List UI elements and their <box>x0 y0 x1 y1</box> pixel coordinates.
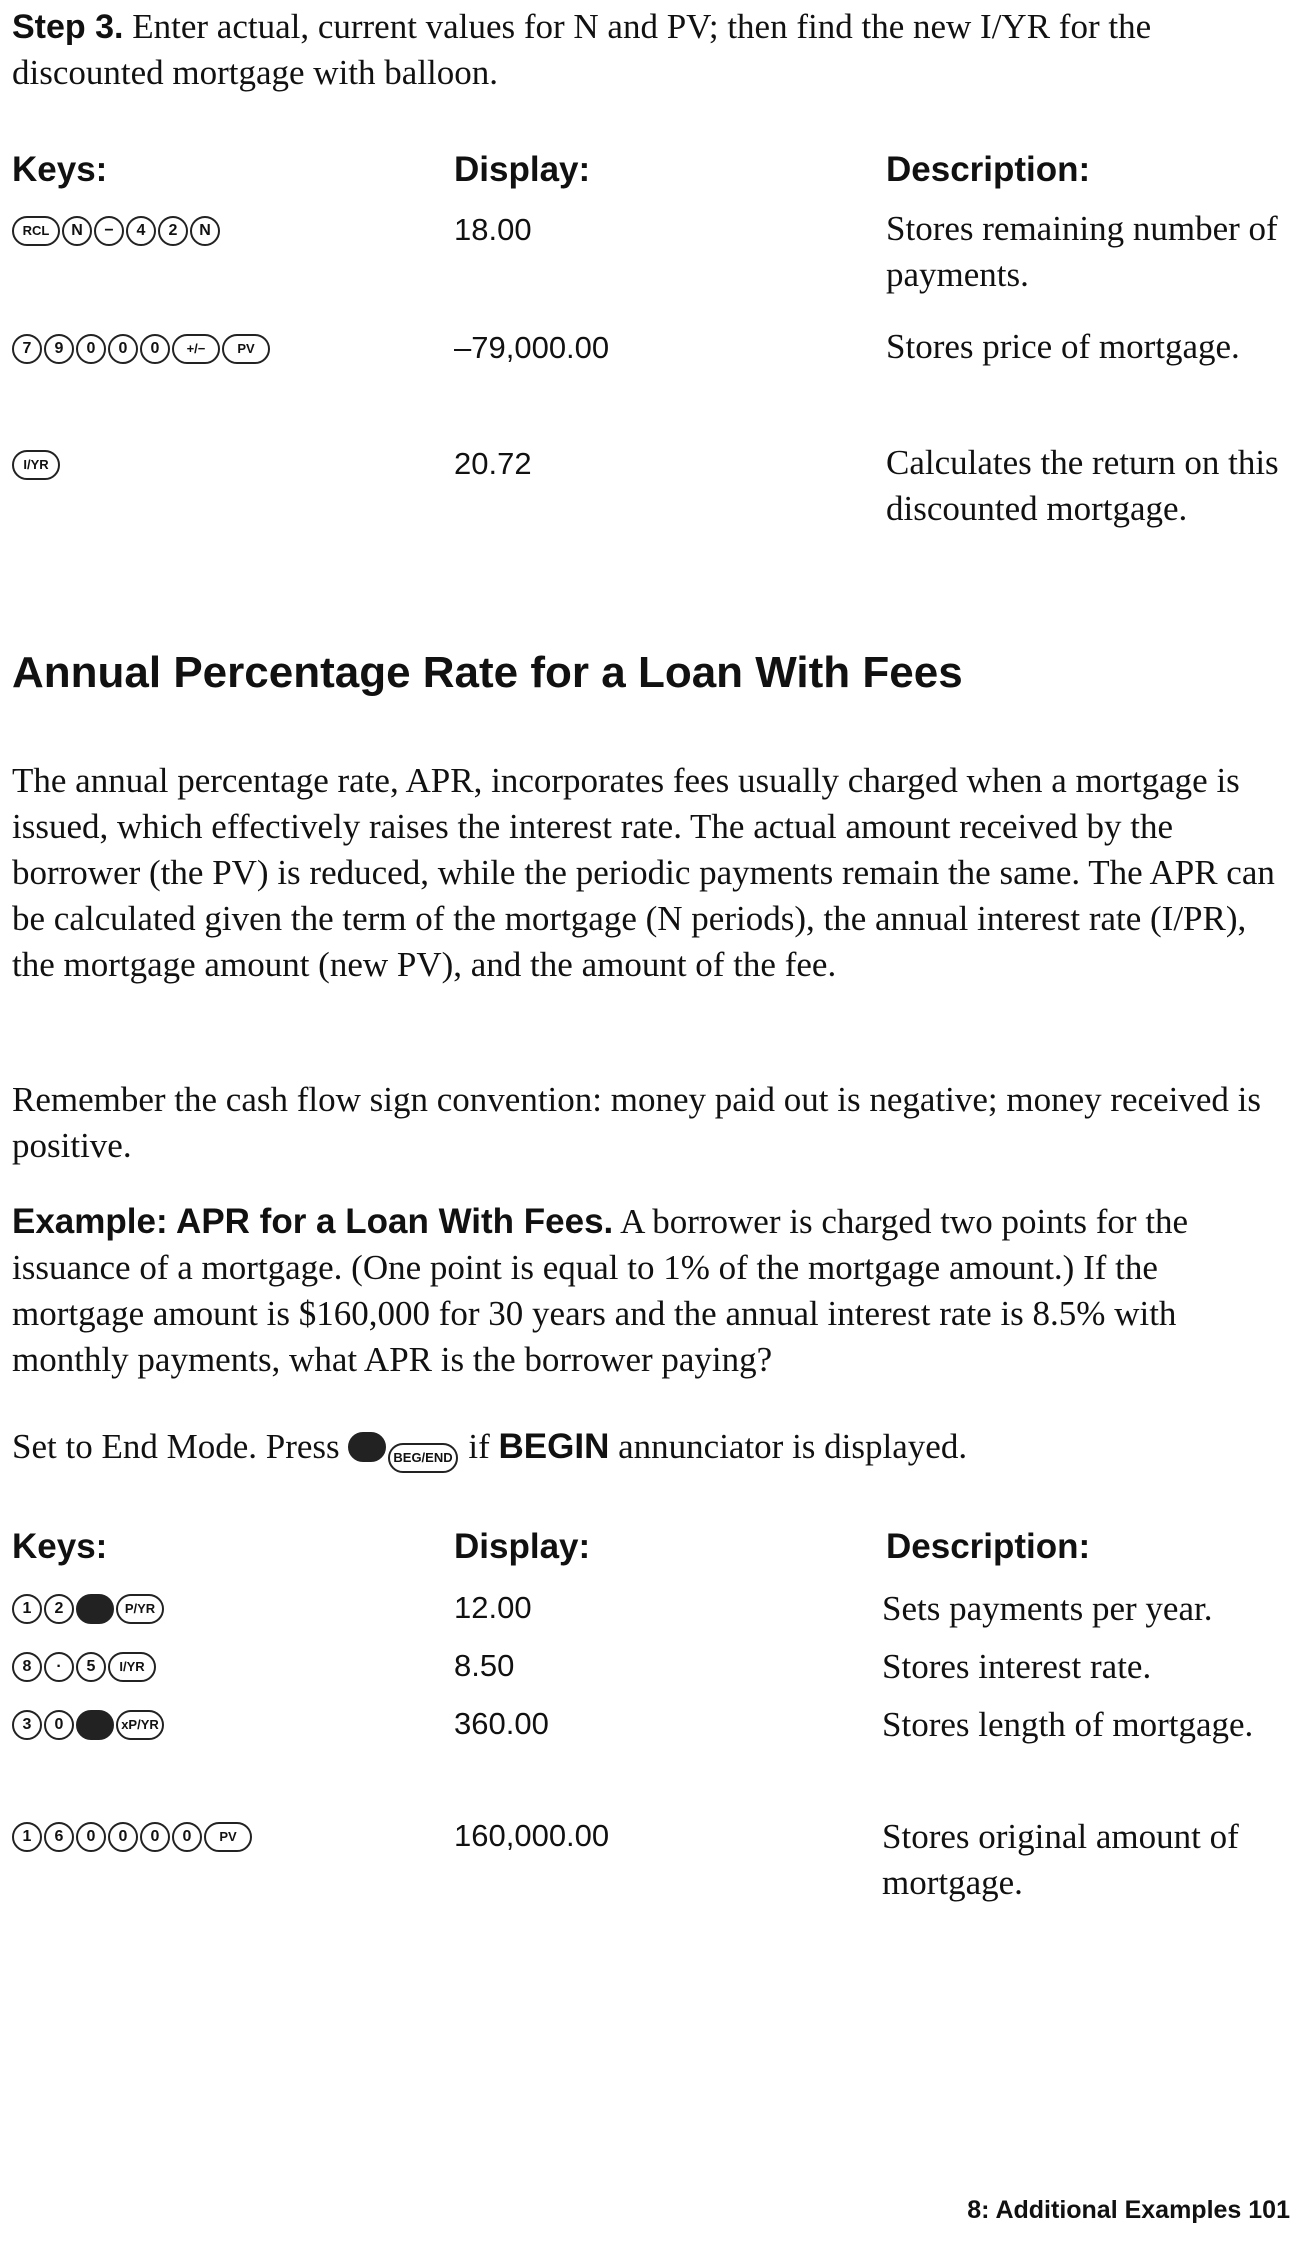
digit-key: 9 <box>44 334 74 364</box>
display-value: 12.00 <box>454 1590 532 1625</box>
pyr-key: P/YR <box>116 1594 164 1624</box>
step3-paragraph <box>12 4 1292 96</box>
display-value: 160,000.00 <box>454 1818 610 1853</box>
digit-key: 0 <box>172 1822 202 1852</box>
table1-header-description: Description: <box>886 150 1091 189</box>
pv-key: PV <box>204 1822 252 1852</box>
key-sequence <box>12 1822 254 1852</box>
n-key: N <box>190 216 220 246</box>
pv-key: PV <box>222 334 270 364</box>
table1-header-display: Display: <box>454 150 591 189</box>
digit-key: 0 <box>76 1822 106 1852</box>
example-text: A borrower is charged two points for the issuance of a mortgage. (One point is equal to 1% of the mortgage amount.) If the mortgage amount is $160,000 for 30 years and the annual interest rate is 8.5% with monthly payments, what APR is the borrower paying? <box>12 1202 1189 1379</box>
step3-label: Step 3. <box>12 8 124 46</box>
apr-paragraph: The annual percentage rate, APR, incorporates fees usually charged when a mortgage is issued, which effectively raises the interest rate. The actual amount received by the borrower (the PV) is reduced, while the periodic payments remain the same. The APR can be calculated given the term of the mortgage (N periods), the annual interest rate (I/PR), the mortgage amount (new PV), and the amount of the fee. <box>12 761 1275 984</box>
shift-key <box>348 1432 386 1462</box>
key-sequence <box>12 1594 166 1624</box>
end-mode-middle: if <box>468 1427 490 1466</box>
digit-key: 0 <box>140 1822 170 1852</box>
digit-key: 0 <box>140 334 170 364</box>
table1-header-keys: Keys: <box>12 150 108 189</box>
digit-key: 0 <box>108 334 138 364</box>
row-description: Stores original amount of mortgage. <box>882 1817 1239 1902</box>
digit-key: 5 <box>76 1652 106 1682</box>
display-value: –79,000.00 <box>454 330 610 365</box>
end-mode-after: annunciator is displayed. <box>618 1427 968 1466</box>
section-heading: Annual Percentage Rate for a Loan With Fees <box>12 648 963 697</box>
digit-key: 0 <box>108 1822 138 1852</box>
rcl-key: RCL <box>12 216 60 246</box>
digit-key: 4 <box>126 216 156 246</box>
row-description: Sets payments per year. <box>882 1589 1213 1628</box>
row-description: Stores length of mortgage. <box>882 1705 1254 1744</box>
end-mode-before: Set to End Mode. Press <box>12 1427 340 1466</box>
iyr-key: I/YR <box>108 1652 156 1682</box>
key-sequence <box>12 216 222 246</box>
example-paragraph <box>12 1199 1292 1383</box>
digit-key: 0 <box>76 334 106 364</box>
row-description: Stores remaining number of payments. <box>886 209 1278 294</box>
digit-key: 2 <box>158 216 188 246</box>
digit-key: 2 <box>44 1594 74 1624</box>
minus-key: − <box>94 216 124 246</box>
row-description: Stores price of mortgage. <box>886 327 1240 366</box>
decimal-key: · <box>44 1652 74 1682</box>
row-description: Stores interest rate. <box>882 1647 1152 1686</box>
n-key: N <box>62 216 92 246</box>
display-value: 18.00 <box>454 212 532 247</box>
key-sequence <box>12 1710 166 1740</box>
digit-key: 0 <box>44 1710 74 1740</box>
beg-end-key: BEG/END <box>388 1443 457 1473</box>
display-value: 20.72 <box>454 446 532 481</box>
key-sequence <box>12 450 62 480</box>
table2-header-display: Display: <box>454 1527 591 1566</box>
step3-text: Enter actual, current values for N and PV; then find the new I/YR for the discounted mortgage with balloon. <box>12 7 1152 92</box>
begin-annunciator: BEGIN <box>498 1427 610 1466</box>
table2-header-description: Description: <box>886 1527 1091 1566</box>
shift-key <box>76 1710 114 1740</box>
digit-key: 3 <box>12 1710 42 1740</box>
table2-header-keys: Keys: <box>12 1527 108 1566</box>
page-footer: 8: Additional Examples 101 <box>967 2196 1290 2224</box>
key-sequence <box>12 334 272 364</box>
xpyr-key: xP/YR <box>116 1710 164 1740</box>
row-description: Calculates the return on this discounted mortgage. <box>886 443 1279 528</box>
key-sequence <box>12 1652 158 1682</box>
end-mode-instruction <box>12 1424 1292 1473</box>
display-value: 8.50 <box>454 1648 515 1683</box>
shift-key <box>76 1594 114 1624</box>
sign-convention-paragraph: Remember the cash flow sign convention: money paid out is negative; money received is positive. <box>12 1080 1261 1165</box>
digit-key: 8 <box>12 1652 42 1682</box>
digit-key: 6 <box>44 1822 74 1852</box>
digit-key: 1 <box>12 1594 42 1624</box>
digit-key: 7 <box>12 334 42 364</box>
iyr-key: I/YR <box>12 450 60 480</box>
digit-key: 1 <box>12 1822 42 1852</box>
change-sign-key: +/− <box>172 334 220 364</box>
display-value: 360.00 <box>454 1706 549 1741</box>
example-label: Example: APR for a Loan With Fees. <box>12 1202 614 1241</box>
